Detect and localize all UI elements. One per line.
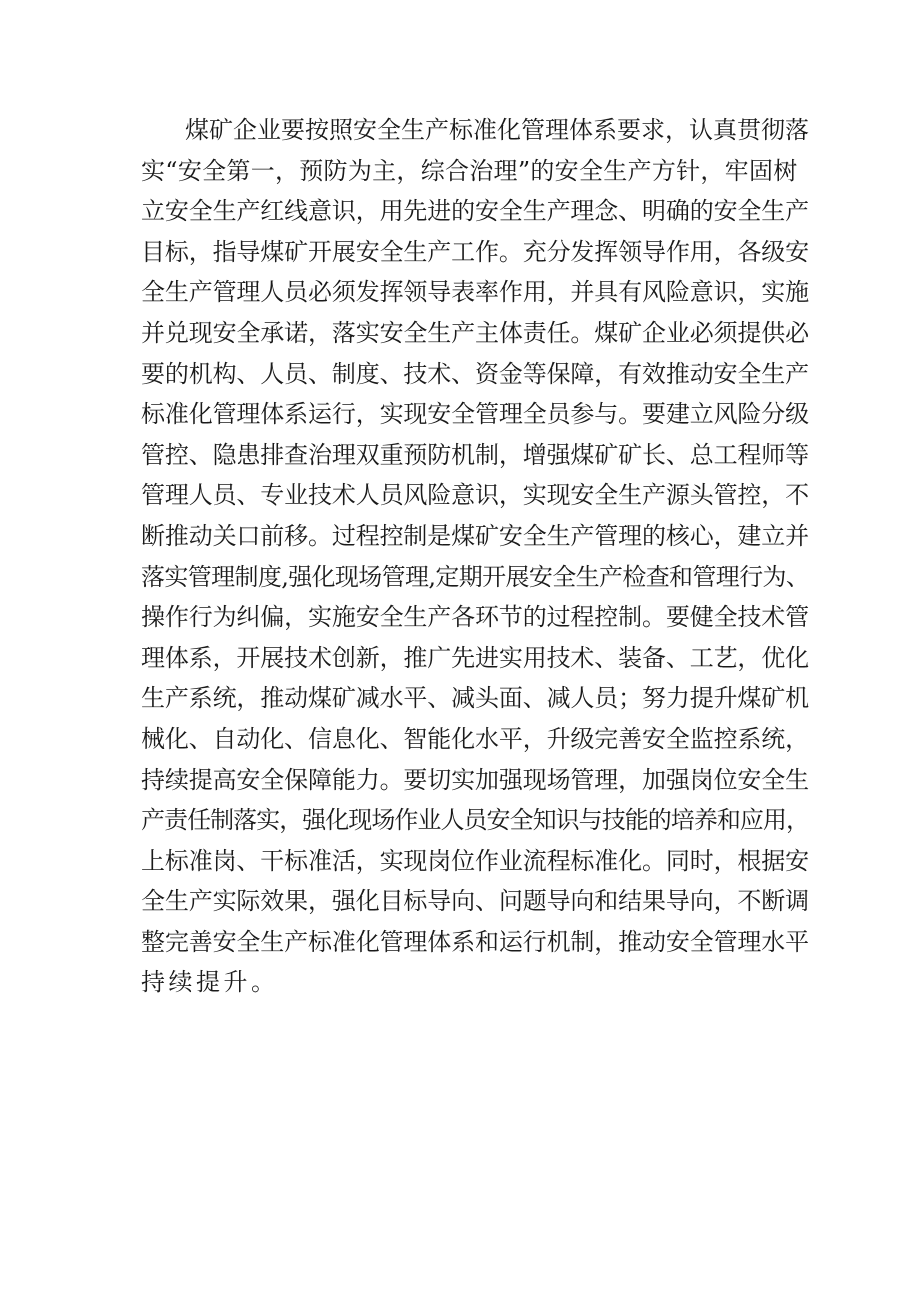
paragraph-line: 生产系统，推动煤矿减水平、减头面、减人员；努力提升煤矿机 — [141, 684, 809, 713]
paragraph-line: 全生产实际效果，强化目标导向、问题导向和结果导向，不断调 — [141, 887, 809, 916]
paragraph-line: 产责任制落实，强化现场作业人员安全知识与技能的培养和应用， — [141, 806, 809, 835]
body-paragraph — [141, 110, 810, 1003]
paragraph-line: 立安全生产红线意识，用先进的安全生产理念、明确的安全生产 — [141, 197, 809, 226]
paragraph-line: 标准化管理体系运行，实现安全管理全员参与。要建立风险分级 — [141, 400, 809, 429]
paragraph-line: 煤矿企业要按照安全生产标准化管理体系要求，认真贯彻落 — [185, 116, 809, 144]
paragraph-line: 全生产管理人员必须发挥领导表率作用，并具有风险意识，实施 — [141, 278, 809, 307]
paragraph-line: 断推动关口前移。过程控制是煤矿安全生产管理的核心，建立并 — [141, 521, 809, 550]
paragraph-line: 械化、自动化、信息化、智能化水平，升级完善安全监控系统， — [141, 724, 809, 753]
paragraph-line: 整完善安全生产标准化管理体系和运行机制，推动安全管理水平 — [141, 927, 809, 956]
paragraph-line: 落实管理制度,强化现场管理,定期开展安全生产检查和管理行为、 — [141, 562, 810, 591]
paragraph-line: 操作行为纠偏，实施安全生产各环节的过程控制。要健全技术管 — [141, 603, 809, 632]
paragraph-line: 持续提高安全保障能力。要切实加强现场管理，加强岗位安全生 — [141, 765, 809, 794]
paragraph-line: 目标，指导煤矿开展安全生产工作。充分发挥领导作用，各级安 — [141, 237, 809, 266]
paragraph-line: 并兑现安全承诺，落实安全生产主体责任。煤矿企业必须提供必 — [141, 318, 809, 347]
paragraph-line: 要的机构、人员、制度、技术、资金等保障，有效推动安全生产 — [141, 359, 809, 388]
paragraph-line: 实“安全第一，预防为主，综合治理”的安全生产方针，牢固树 — [141, 156, 798, 185]
paragraph-line: 管控、隐患排查治理双重预防机制，增强煤矿矿长、总工程师等 — [141, 440, 809, 469]
paragraph-line: 管理人员、专业技术人员风险意识，实现安全生产源头管控，不 — [141, 481, 809, 510]
paragraph-line: 上标准岗、干标准活，实现岗位作业流程标准化。同时，根据安 — [141, 846, 809, 875]
paragraph-line: 理体系，开展技术创新，推广先进实用技术、装备、工艺，优化 — [141, 643, 809, 672]
paragraph-line: 持续提升。 — [141, 968, 279, 997]
